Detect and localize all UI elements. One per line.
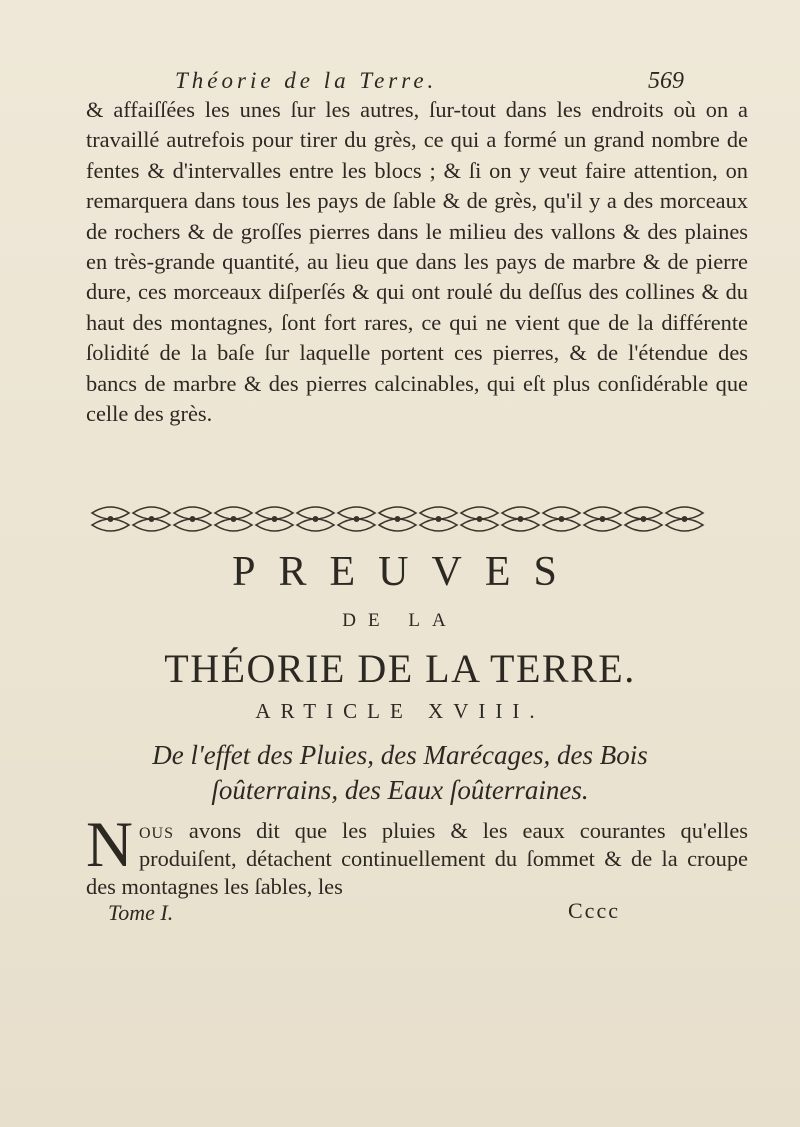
ornament-dot xyxy=(641,517,645,521)
ornament-dot xyxy=(231,517,235,521)
signature-mark: Cccc xyxy=(568,898,620,923)
subtitle-line-2: ſoûterrains, des Eaux ſoûterraines. xyxy=(211,775,589,805)
heading-preuves: PREUVES xyxy=(232,549,580,595)
article-paragraph xyxy=(86,809,748,901)
ornament-dot xyxy=(559,517,563,521)
ornament-dot xyxy=(354,517,358,521)
ornament-dot xyxy=(149,517,153,521)
page-number: 569 xyxy=(648,68,684,94)
heading-article: ARTICLE XVIII. xyxy=(255,699,545,723)
ornament-dot xyxy=(395,517,399,521)
ornament-dot xyxy=(477,517,481,521)
article-paragraph-text: avons dit que les pluies & les eaux courantes qu'elles produiſent, détachent continuellement du ſommet & de la croupe des montagnes les ſables, les xyxy=(86,818,748,899)
ornament-dot xyxy=(272,517,276,521)
volume-label: Tome I. xyxy=(108,900,174,925)
ornament-dot xyxy=(190,517,194,521)
ornament-dot xyxy=(518,517,522,521)
ornament-dot xyxy=(313,517,317,521)
ornament-dot xyxy=(436,517,440,521)
ornament-dot xyxy=(682,517,686,521)
heading-de-la: DE LA xyxy=(342,610,458,631)
ornament-dot xyxy=(600,517,604,521)
ornament-dot xyxy=(108,517,112,521)
decorative-band-icon xyxy=(90,505,705,533)
heading-theorie: THÉORIE DE LA TERRE. xyxy=(164,646,636,691)
subtitle-line-1: De l'effet des Pluies, des Marécages, des Bois xyxy=(152,740,648,770)
drop-cap: N xyxy=(86,809,133,881)
first-word: ous xyxy=(138,818,174,843)
article-subtitle xyxy=(0,738,800,808)
body-paragraph: & affaiſſées les unes ſur les autres, ſur-tout dans les endroits où on a travaillé autrefois pour tirer du grès, ce qui a formé un grand nombre de fentes & d'intervalles entre les blocs ; & ſi on y veut faire attention, on remarquera dans tous les pays de ſable & de grès, qu'il y a des morceaux de rochers & de groſſes pierres dans le milieu des vallons & des plaines en très-grande quantité, au lieu que dans les pays de marbre & de pierre dure, ces morceaux diſperſés & qui ont roulé du deſſus des collines & du haut des montagnes, ſont fort rares, ce qui ne vient que de la différente ſolidité de la baſe ſur laquelle portent ces pierres, & de l'étendue des bancs de marbre & des pierres calcinables, qui eſt plus conſidérable que celle des grès. xyxy=(86,97,748,427)
page-footer xyxy=(108,900,668,930)
running-head-title: Théorie de la Terre. xyxy=(175,68,438,93)
